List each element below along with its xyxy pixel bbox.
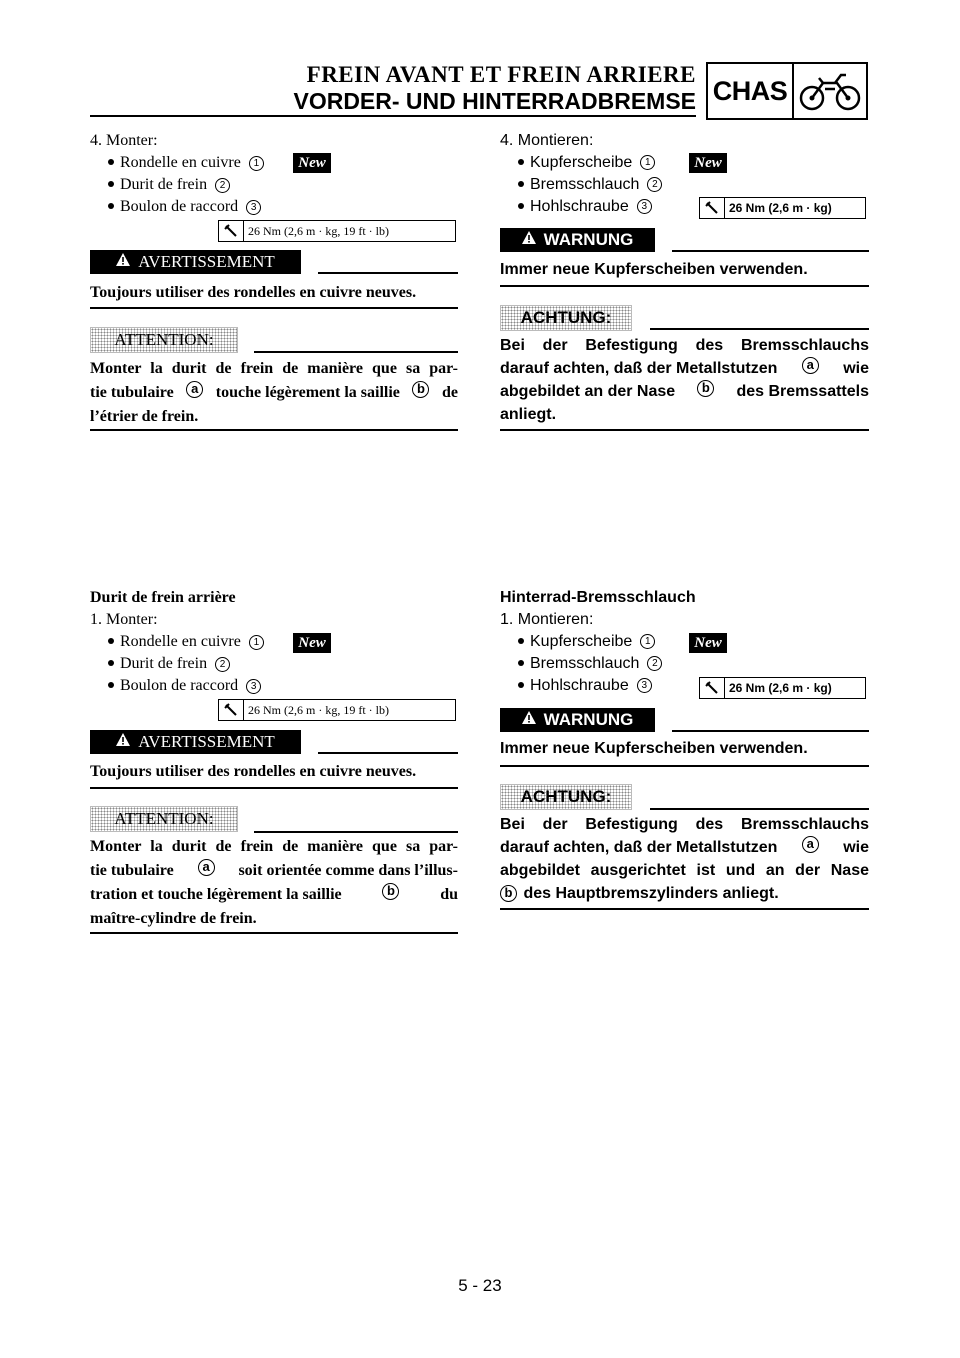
warning-label: AVERTISSEMENT — [138, 732, 275, 751]
bullet-icon — [108, 638, 114, 644]
number-1-icon: 1 — [249, 635, 264, 650]
divider — [90, 932, 458, 934]
list-item: Boulon de raccord 3 — [90, 196, 458, 218]
list-item: Hohlschraube 3 — [500, 196, 869, 218]
warning-badge — [90, 730, 301, 754]
divider — [500, 908, 869, 910]
divider — [254, 351, 458, 353]
bullet-icon — [108, 181, 114, 187]
divider — [500, 765, 869, 767]
divider — [650, 808, 869, 810]
bullet-icon — [108, 682, 114, 688]
divider — [90, 787, 458, 789]
list-item: Hohlschraube 3 — [500, 675, 869, 697]
torque-spec — [218, 220, 456, 242]
warning-triangle-icon — [522, 231, 536, 249]
fr-s2-step: 1. Monter: — [90, 611, 158, 628]
bullet-icon — [108, 660, 114, 666]
de-s2-step: 1. Montieren: — [500, 611, 594, 628]
torque-spec — [218, 699, 456, 721]
attention-badge: ACHTUNG: — [500, 784, 632, 810]
list-item: Bremsschlauch 2 — [500, 174, 869, 196]
warning-triangle-icon — [522, 711, 536, 729]
divider — [650, 328, 869, 330]
list-item: Kupferscheibe 1 — [500, 152, 869, 174]
marker-a-icon: a — [802, 357, 819, 374]
torque-wrench-icon — [219, 700, 244, 720]
marker-b-icon: b — [382, 883, 399, 900]
torque-value: 26 Nm (2,6 m · kg, 19 ft · lb) — [248, 223, 389, 238]
warning-text: Immer neue Kupferscheiben verwenden. — [500, 261, 808, 278]
torque-value: 26 Nm (2,6 m · kg) — [729, 681, 832, 695]
de-s2-heading: Hinterrad-Bremsschlauch — [500, 589, 696, 606]
new-badge: New — [689, 633, 727, 653]
list-item: Boulon de raccord 3 — [90, 675, 458, 697]
bullet-icon — [518, 203, 524, 209]
divider — [90, 307, 458, 309]
number-2-icon: 2 — [215, 178, 230, 193]
marker-b-icon: b — [500, 885, 517, 902]
divider — [254, 831, 458, 833]
torque-value: 26 Nm (2,6 m · kg, 19 ft · lb) — [248, 702, 389, 717]
bullet-icon — [518, 682, 524, 688]
attention-text: Bei der Befestigung des Bremsschlauchs darauf achten, daß der Metallstutzen a wie abgebildet an der Nase b des Bremssattels anliegt. — [500, 337, 869, 423]
fr-s1-step: 4. Monter: — [90, 132, 158, 149]
marker-a-icon: a — [802, 836, 819, 853]
page-number: 5 - 23 — [458, 1276, 502, 1295]
number-2-icon: 2 — [647, 656, 662, 671]
bullet-icon — [518, 181, 524, 187]
list-item: Rondelle en cuivre 1 — [90, 631, 458, 653]
fr-s2-heading: Durit de frein arrière — [90, 589, 236, 606]
divider — [500, 285, 869, 287]
marker-b-icon: b — [412, 381, 429, 398]
divider — [318, 752, 458, 754]
fr-s1-list — [90, 130, 458, 218]
bullet-icon — [518, 159, 524, 165]
number-2-icon: 2 — [215, 657, 230, 672]
section-label: CHAS — [708, 64, 794, 118]
marker-b-icon: b — [697, 380, 714, 397]
warning-label: WARNUNG — [543, 710, 634, 729]
bullet-icon — [108, 159, 114, 165]
number-1-icon: 1 — [640, 155, 655, 170]
list-item: Durit de frein 2 — [90, 174, 458, 196]
fr-s2-list — [90, 587, 458, 697]
number-3-icon: 3 — [637, 678, 652, 693]
marker-a-icon: a — [198, 859, 215, 876]
torque-value: 26 Nm (2,6 m · kg) — [729, 201, 832, 215]
new-badge: New — [689, 153, 727, 173]
bullet-icon — [518, 660, 524, 666]
attention-text: Monter la durit de frein de manière que sa par- tie tubulaire a touche légèrement la saillie b de l’étrier de frein. — [90, 360, 458, 425]
warning-label: WARNUNG — [543, 230, 634, 249]
torque-wrench-icon — [700, 678, 725, 698]
list-item: Kupferscheibe 1 — [500, 631, 869, 653]
bullet-icon — [518, 638, 524, 644]
number-3-icon: 3 — [637, 199, 652, 214]
de-s1-step: 4. Montieren: — [500, 132, 594, 149]
number-2-icon: 2 — [647, 177, 662, 192]
attention-text: Monter la durit de frein de manière que sa par- tie tubulaire a soit orientée comme dans l’illus- tration et touche légèrement la saillie b du maître-cylindre de frein. — [90, 838, 458, 927]
warning-text: Toujours utiliser des rondelles en cuivre neuves. — [90, 284, 417, 301]
attention-badge: ATTENTION: — [90, 806, 238, 832]
header-title-fr: FREIN AVANT ET FREIN ARRIERE — [306, 62, 696, 87]
divider — [500, 429, 869, 431]
marker-a-icon: a — [186, 381, 203, 398]
attention-badge: ATTENTION: — [90, 327, 238, 353]
section-tab — [706, 62, 868, 120]
bullet-icon — [108, 203, 114, 209]
warning-badge — [90, 250, 301, 274]
new-badge: New — [293, 633, 331, 653]
number-1-icon: 1 — [640, 634, 655, 649]
torque-spec — [699, 677, 866, 699]
number-3-icon: 3 — [246, 679, 261, 694]
warning-label: AVERTISSEMENT — [138, 252, 275, 271]
list-item: Durit de frein 2 — [90, 653, 458, 675]
divider — [672, 730, 869, 732]
divider — [90, 429, 458, 431]
torque-wrench-icon — [700, 198, 725, 218]
list-item: Rondelle en cuivre 1 — [90, 152, 458, 174]
torque-spec — [699, 197, 866, 219]
list-item: Bremsschlauch 2 — [500, 653, 869, 675]
number-1-icon: 1 — [249, 156, 264, 171]
header-rule — [90, 115, 696, 117]
attention-text: Bei der Befestigung des Bremsschlauchs darauf achten, daß der Metallstutzen a wie abgebildet ausgerichtet ist und an der Nase b des Hauptbremszylinders anliegt. — [500, 816, 869, 902]
warning-badge — [500, 228, 655, 252]
warning-text: Toujours utiliser des rondelles en cuivre neuves. — [90, 763, 417, 780]
divider — [672, 250, 869, 252]
warning-text: Immer neue Kupferscheiben verwenden. — [500, 740, 808, 757]
new-badge: New — [293, 153, 331, 173]
warning-badge — [500, 708, 655, 732]
header-title-de: VORDER- UND HINTERRADBREMSE — [293, 88, 696, 114]
warning-triangle-icon — [116, 733, 130, 751]
torque-wrench-icon — [219, 221, 244, 241]
divider — [318, 272, 458, 274]
warning-triangle-icon — [116, 253, 130, 271]
attention-badge: ACHTUNG: — [500, 305, 632, 331]
number-3-icon: 3 — [246, 200, 261, 215]
motorcycle-icon — [794, 64, 866, 118]
